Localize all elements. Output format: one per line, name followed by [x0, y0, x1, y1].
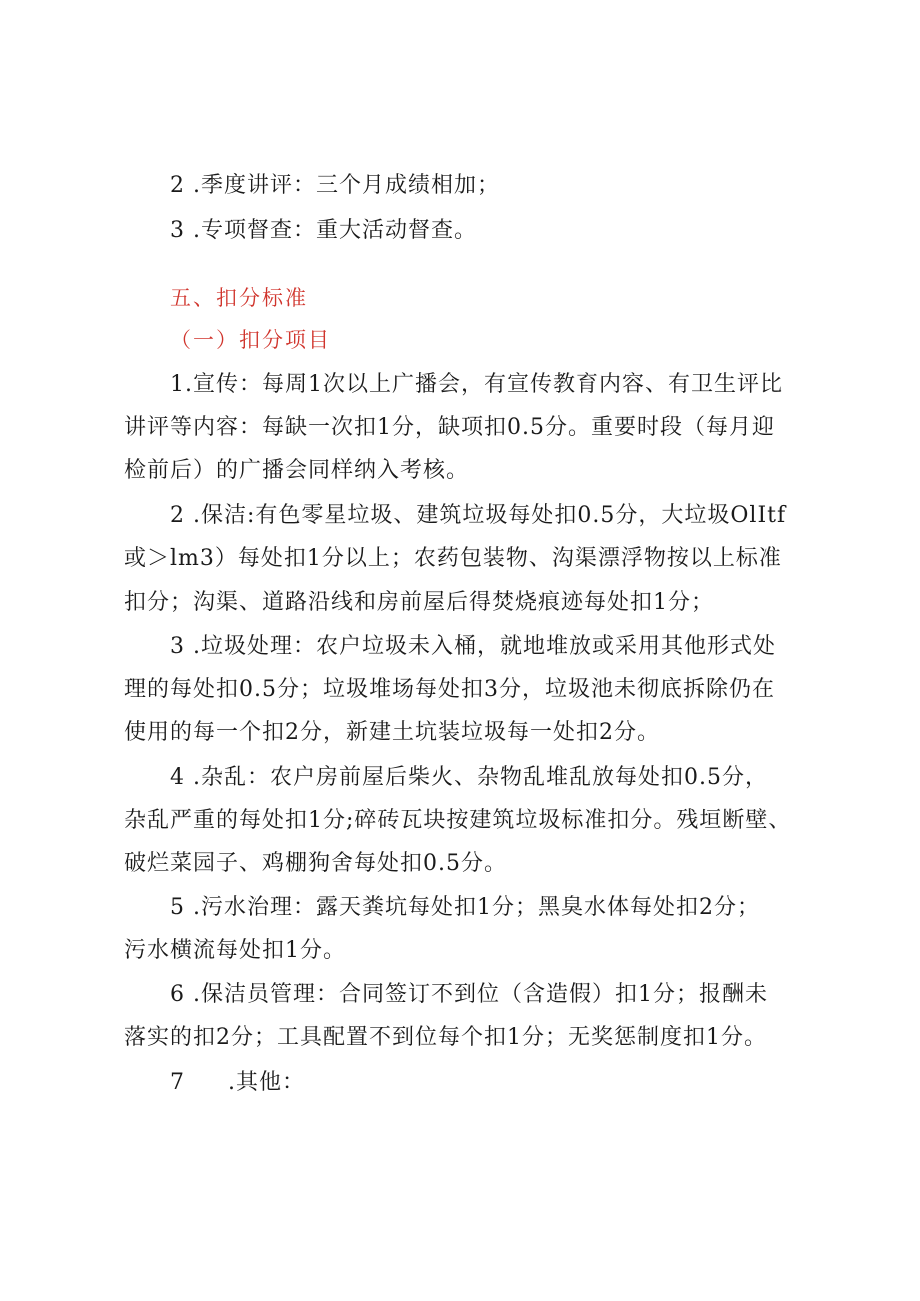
para-4-line-1: 4 .杂乱：农户房前屋后柴火、杂物乱堆乱放每处扣0.5分， [170, 765, 768, 790]
para-2-line-1: 2 .保洁:有色零星垃圾、建筑垃圾每处扣0.5分，大垃圾OlItf [170, 503, 787, 528]
para-2-line-2: 或＞lm3）每处扣1分以上；农药包装物、沟渠漂浮物按以上标准 [124, 546, 782, 571]
section-title: 五、扣分标准 [170, 286, 308, 310]
para-6-line-2: 落实的扣2分；工具配置不到位每个扣1分；无奖惩制度扣1分。 [124, 1025, 767, 1050]
para-3-line-3: 使用的每一个扣2分，新建土坑装垃圾每一处扣2分。 [124, 720, 660, 745]
line-special-inspection: 3 .专项督查：重大活动督查。 [170, 218, 477, 243]
para-3-line-1: 3 .垃圾处理：农户垃圾未入桶，就地堆放或采用其他形式处 [170, 634, 776, 659]
para-5-line-1: 5 .污水治理：露天粪坑每处扣1分；黑臭水体每处扣2分； [170, 895, 760, 920]
para-4-line-3: 破烂菜园子、鸡棚狗舍每处扣0.5分。 [124, 851, 507, 876]
para-1-line-1: 1.宣传：每周1次以上广播会，有宣传教育内容、有卫生评比 [170, 372, 783, 397]
para-6-line-1: 6 .保洁员管理：合同签订不到位（含造假）扣1分；报酬未 [170, 982, 768, 1007]
para-2-line-3: 扣分；沟渠、道路沿线和房前屋后得焚烧痕迹每处扣1分； [124, 590, 714, 615]
para-4-line-2: 杂乱严重的每处扣1分;碎砖瓦块按建筑垃圾标准扣分。残垣断壁、 [124, 808, 792, 833]
para-1-line-3: 检前后）的广播会同样纳入考核。 [124, 458, 470, 483]
para-3-line-2: 理的每处扣0.5分；垃圾堆场每处扣3分，垃圾池未彻底拆除仍在 [124, 677, 775, 702]
subsection-title: （一）扣分项目 [170, 328, 331, 352]
para-1-line-2: 讲评等内容：每缺一次扣1分，缺项扣0.5分。重要时段（每月迎 [124, 415, 775, 440]
para-7-text: .其他： [228, 1070, 305, 1095]
line-quarterly-review: 2 .季度讲评：三个月成绩相加； [170, 173, 500, 198]
para-7-number: 7 [170, 1070, 185, 1095]
para-5-line-2: 污水横流每处扣1分。 [124, 938, 346, 963]
